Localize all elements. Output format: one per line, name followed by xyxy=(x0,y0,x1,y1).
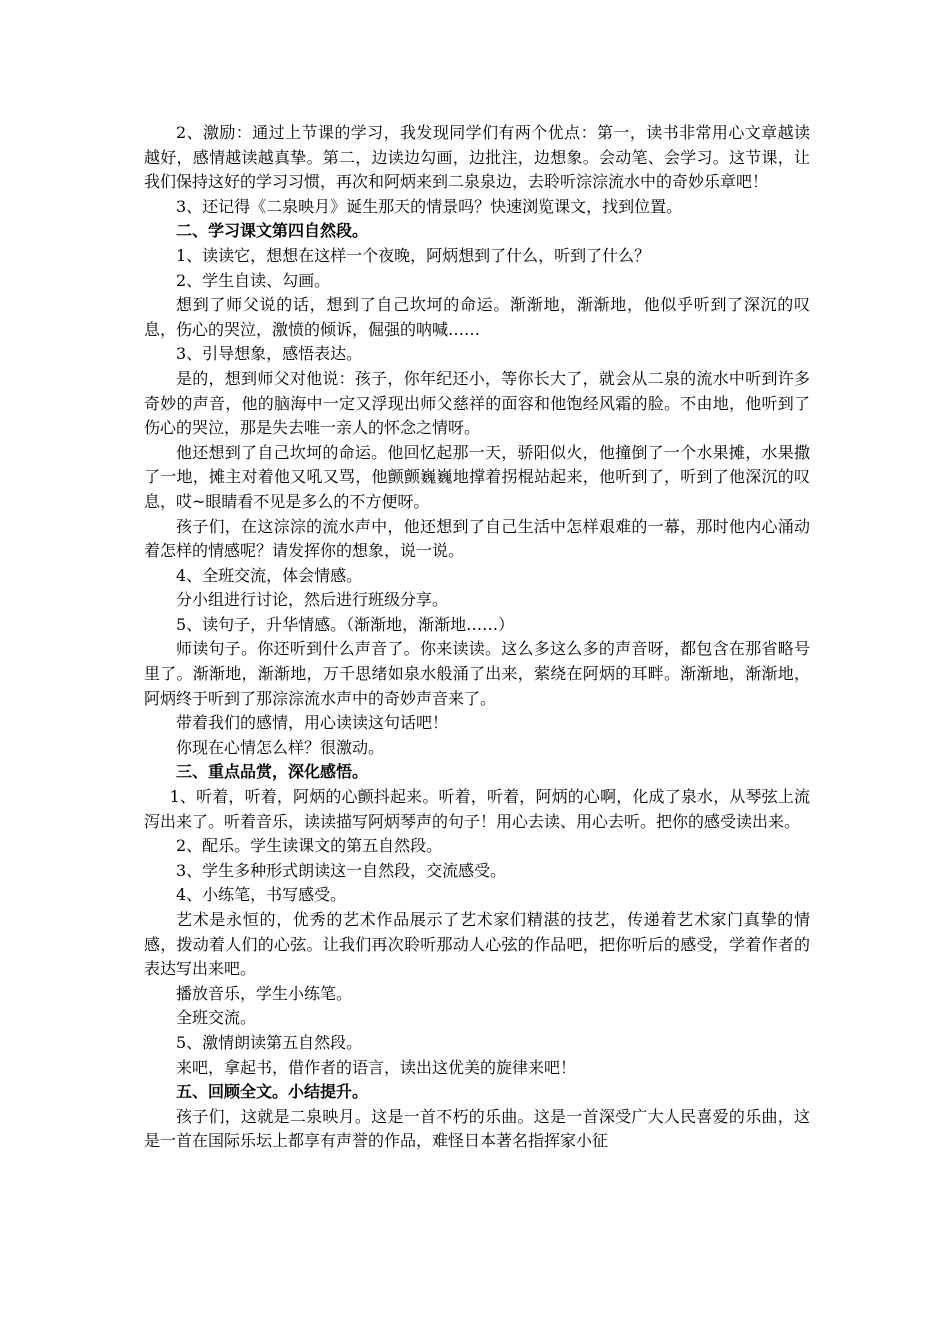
paragraph: 孩子们，在这淙淙的流水声中，他还想到了自己生活中怎样艰难的一幕，那时他内心涌动着怎样的情感呢？请发挥你的想象，说一说。 xyxy=(144,516,810,561)
paragraph: 师读句子。你还听到什么声音了。你来读读。这么多这么多的声音呀，都包含在那省略号里了。渐渐地，渐渐地，万千思绪如泉水般涌了出来，萦绕在阿炳的耳畔。渐渐地，渐渐地，阿炳终于听到了那淙淙流水声中的奇妙声音来了。 xyxy=(144,639,810,708)
paragraph: 1、听着，听着，阿炳的心颤抖起来。听着，听着，阿炳的心啊，化成了泉水，从琴弦上流泻出来了。听着音乐，读读描写阿炳琴声的句子！用心去读、用心去听。把你的感受读出来。 xyxy=(144,787,810,831)
paragraph: 分小组进行讨论，然后进行班级分享。 xyxy=(176,590,449,610)
paragraph: 全班交流。 xyxy=(176,1008,257,1028)
paragraph: 想到了师父说的话，想到了自己坎坷的命运。渐渐地，渐渐地，他似乎听到了深沉的叹息，伤心的哭泣，激愤的倾诉，倔强的呐喊…… xyxy=(144,295,810,339)
paragraph: 4、全班交流，体会情感。 xyxy=(176,565,363,585)
paragraph: 艺术是永恒的，优秀的艺术作品展示了艺术家们精湛的技艺，传递着艺术家门真挚的情感，拨动着人们的心弦。让我们再次聆听那动人心弦的作品吧，把你听后的感受，学着作者的表达写出来吧。 xyxy=(144,910,810,979)
paragraph: 2、配乐。学生读课文的第五自然段。 xyxy=(176,836,443,856)
paragraph: 1、读读它，想想在这样一个夜晚，阿炳想到了什么，听到了什么？ xyxy=(176,245,651,265)
paragraph: 5、读句子，升华情感。（渐渐地，渐渐地……） xyxy=(176,614,515,634)
paragraph: 2、激励：通过上节课的学习，我发现同学们有两个优点：第一，读书非常用心文章越读越好，感情越读越真挚。第二，边读边勾画，边批注，边想象。会动笔、会学习。这节课，让我们保持这好的学习习惯，再次和阿炳来到二泉泉边，去聆听淙淙流水中的奇妙乐章吧！ xyxy=(144,123,810,192)
document-page xyxy=(144,121,810,1154)
paragraph: 他还想到了自己坎坷的命运。他回忆起那一天，骄阳似火，他撞倒了一个水果摊，水果撒了一地，摊主对着他又吼又骂，他颤颤巍巍地撑着拐棍站起来，他听到了，听到了他深沉的叹息，哎~眼睛看不见是多么的不方便呀。 xyxy=(144,442,810,511)
paragraph: 3、学生多种形式朗读这一自然段，交流感受。 xyxy=(176,860,507,880)
paragraph: 3、还记得《二泉映月》诞生那天的情景吗？快速浏览课文，找到位置。 xyxy=(176,196,683,216)
paragraph: 2、学生自读、勾画。 xyxy=(176,270,331,290)
paragraph: 孩子们，这就是二泉映月。这是一首不朽的乐曲。这是一首深受广大人民喜爱的乐曲，这是一首在国际乐坛上都享有声誉的作品，难怪日本著名指挥家小征 xyxy=(144,1106,810,1151)
paragraph: 带着我们的感情，用心读读这句话吧！ xyxy=(176,713,449,733)
paragraph: 3、引导想象，感悟表达。 xyxy=(176,344,363,364)
section-heading: 三、重点品赏，深化感悟。 xyxy=(176,762,369,782)
paragraph: 4、小练笔，书写感受。 xyxy=(176,885,347,905)
section-heading: 五、回顾全文。小结提升。 xyxy=(176,1082,369,1102)
paragraph: 5、激情朗读第五自然段。 xyxy=(176,1032,363,1052)
paragraph: 播放音乐，学生小练笔。 xyxy=(176,983,353,1003)
paragraph: 来吧，拿起书，借作者的语言，读出这优美的旋律来吧！ xyxy=(176,1057,577,1077)
paragraph: 你现在心情怎么样？很激动。 xyxy=(176,737,385,757)
paragraph: 是的，想到师父对他说：孩子，你年纪还小，等你长大了，就会从二泉的流水中听到许多奇妙的声音，他的脑海中一定又浮现出师父慈祥的面容和他饱经风霜的脸。不由地，他听到了伤心的哭泣，那是失去唯一亲人的怀念之情呀。 xyxy=(144,368,810,438)
section-heading: 二、学习课文第四自然段。 xyxy=(176,221,369,241)
